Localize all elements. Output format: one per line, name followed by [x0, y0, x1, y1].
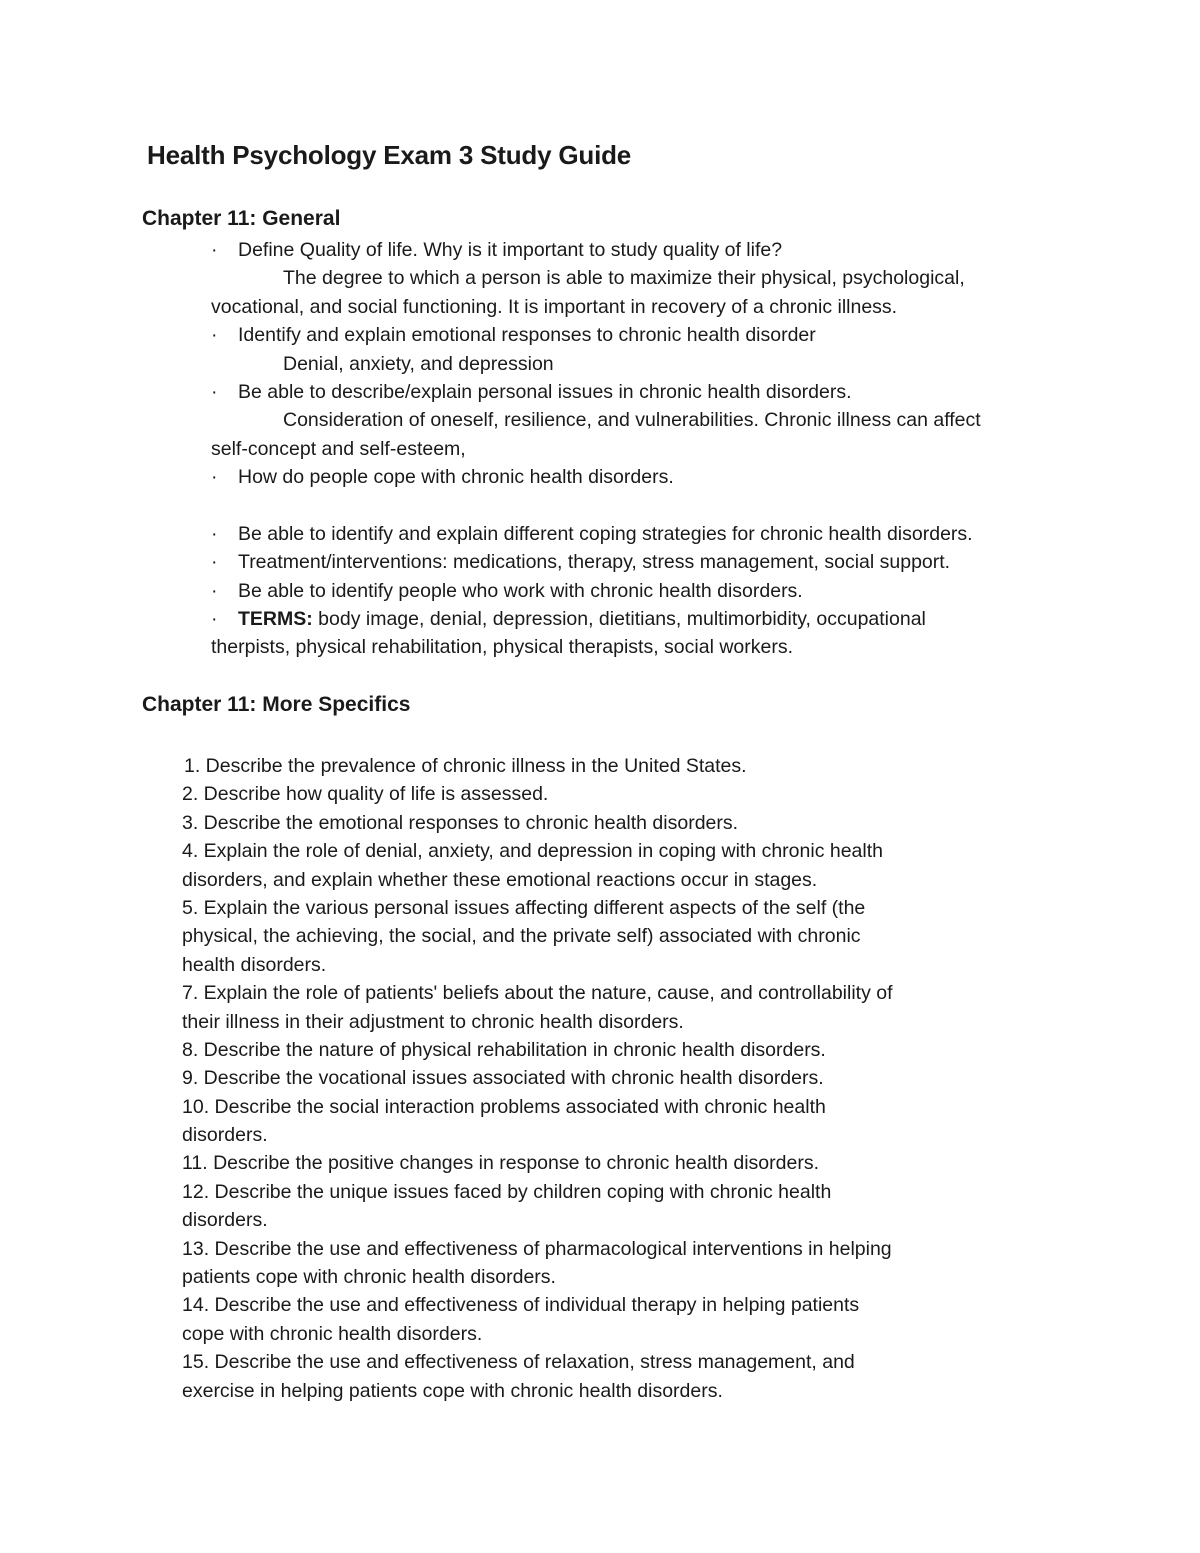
section-heading-general: Chapter 11: General [142, 207, 341, 230]
list-item: 4. Explain the role of denial, anxiety, and depression in coping with chronic health [182, 840, 883, 863]
answer-text-continued: self-concept and self-esteem, [211, 437, 466, 460]
list-item-continued: disorders. [182, 1124, 268, 1147]
list-item-continued: disorders, and explain whether these emotional reactions occur in stages. [182, 868, 818, 891]
bullet-dot: · [211, 380, 218, 403]
document-title: Health Psychology Exam 3 Study Guide [147, 140, 632, 170]
specifics-numbered-list [182, 752, 1082, 1405]
bullet-dot: · [211, 579, 218, 602]
terms-list: body image, denial, depression, dietitians, multimorbidity, occupational [312, 608, 926, 631]
list-item-continued: disorders. [182, 1209, 268, 1232]
answer-text-continued: vocational, and social functioning. It is important in recovery of a chronic illness. [211, 295, 898, 318]
answer-text: Consideration of oneself, resilience, and vulnerabilities. Chronic illness can affect [283, 409, 981, 432]
bullet-dot: · [211, 522, 218, 545]
list-item-continued: cope with chronic health disorders. [182, 1322, 483, 1345]
general-bullet-list [211, 236, 1111, 662]
list-item: 12. Describe the unique issues faced by children coping with chronic health [182, 1180, 832, 1203]
answer-text: Denial, anxiety, and depression [283, 352, 554, 375]
section-heading-specifics: Chapter 11: More Specifics [142, 693, 411, 716]
list-item: 13. Describe the use and effectiveness of pharmacological interventions in helping [182, 1237, 892, 1260]
bullet-text: Define Quality of life. Why is it important to study quality of life? [238, 239, 783, 261]
terms-label: TERMS: [238, 608, 313, 631]
list-item: 5. Explain the various personal issues affecting different aspects of the self (the [182, 896, 866, 919]
list-item: 2. Describe how quality of life is assessed. [182, 783, 549, 806]
list-item: 10. Describe the social interaction problems associated with chronic health [182, 1095, 826, 1118]
bullet-text: Treatment/interventions: medications, therapy, stress management, social support. [238, 551, 951, 574]
list-item: 14. Describe the use and effectiveness of individual therapy in helping patients [182, 1294, 860, 1317]
bullet-dot: · [211, 551, 218, 574]
list-item: 3. Describe the emotional responses to chronic health disorders. [182, 811, 739, 834]
list-item: 9. Describe the vocational issues associated with chronic health disorders. [182, 1067, 824, 1090]
blank-line [211, 492, 1111, 520]
bullet-text: Be able to describe/explain personal issues in chronic health disorders. [238, 380, 852, 403]
bullet-dot: · [211, 466, 218, 489]
bullet-text: How do people cope with chronic health disorders. [238, 466, 674, 489]
list-item-continued: physical, the achieving, the social, and the private self) associated with chronic [182, 925, 861, 948]
bullet-item-terms [211, 605, 1111, 633]
list-item-continued: exercise in helping patients cope with chronic health disorders. [182, 1379, 723, 1402]
bullet-text: Be able to identify people who work with chronic health disorders. [238, 579, 803, 602]
list-item: 7. Explain the role of patients' beliefs about the nature, cause, and controllability of [182, 982, 893, 1005]
bullet-item-personal-issues [211, 378, 1111, 406]
list-item: 11. Describe the positive changes in response to chronic health disorders. [182, 1152, 819, 1175]
bullet-item-people [211, 577, 1111, 605]
bullet-item-treatment [211, 548, 1111, 576]
list-item: 15. Describe the use and effectiveness of relaxation, stress management, and [182, 1351, 855, 1374]
list-item-continued: their illness in their adjustment to chronic health disorders. [182, 1010, 684, 1033]
bullet-item-quality-of-life [211, 236, 1111, 264]
list-item: 8. Describe the nature of physical rehabilitation in chronic health disorders. [182, 1038, 826, 1061]
bullet-text: Be able to identify and explain different coping strategies for chronic health disorders. [238, 522, 973, 545]
bullet-dot: · [211, 324, 218, 347]
list-item: 1. Describe the prevalence of chronic illness in the United States. [184, 755, 747, 777]
bullet-item-coping-strategies [211, 520, 1111, 548]
bullet-dot: · [211, 239, 218, 261]
bullet-dot: · [211, 608, 218, 631]
answer-text: The degree to which a person is able to maximize their physical, psychological, [283, 267, 965, 290]
list-item-continued: health disorders. [182, 953, 327, 976]
terms-list-continued: therpists, physical rehabilitation, physical therapists, social workers. [211, 636, 794, 659]
bullet-item-emotional-responses [211, 321, 1111, 349]
bullet-text: Identify and explain emotional responses to chronic health disorder [238, 324, 816, 347]
bullet-item-coping [211, 463, 1111, 491]
list-item-continued: patients cope with chronic health disorders. [182, 1266, 556, 1289]
